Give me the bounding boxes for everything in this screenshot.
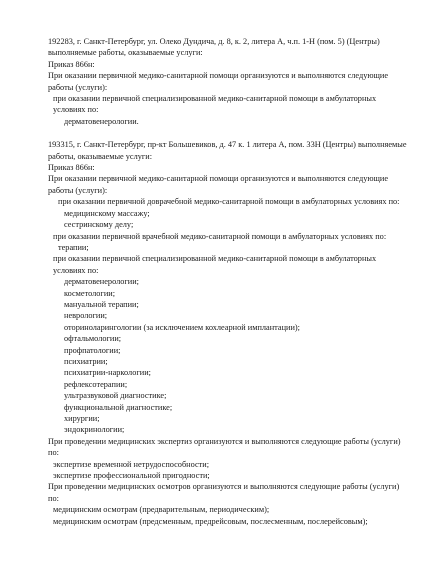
expertise-item: экспертизе временной нетрудоспособности;	[53, 459, 210, 469]
specialized-item: дерматовенерологии;	[64, 277, 139, 287]
specialized-item: неврологии;	[64, 311, 108, 321]
prehospital-item: медицинскому массажу;	[64, 208, 150, 218]
specialized-item: косметологии;	[64, 288, 116, 298]
prehospital-heading: при оказании первичной доврачебной медико-санитарной помощи в амбулаторных условиях по:	[58, 197, 400, 207]
section-1-address: 192283, г. Санкт-Петербург, ул. Олеко Дундича, д. 8, к. 2, литера А, ч.п. 1-Н (пом. 5) (Центры) выполняемые работы, оказываемые услуги:	[48, 37, 380, 58]
specialized-item: психиатрии;	[64, 356, 108, 366]
exams-item: медицинским осмотрам (предварительным, периодическим);	[53, 505, 270, 515]
section-1	[48, 36, 408, 127]
physician-item: терапии;	[58, 242, 89, 252]
specialized-item: рефлексотерапии;	[64, 379, 128, 389]
specialized-item: ультразвуковой диагностике;	[64, 391, 167, 401]
specialized-item: оториноларингологии (за исключением кохлеарной имплантации);	[64, 322, 300, 332]
exams-item: медицинским осмотрам (предсменным, предрейсовым, послесменным, послерейсовым);	[53, 516, 368, 526]
section-2-address: 193315, г. Санкт-Петербург, пр-кт Большевиков, д. 47 к. 1 литера А, пом. 33Н (Центры) выполняемые работы, оказываемые услуги:	[48, 140, 407, 161]
specialized-item: эндокринологии;	[64, 425, 125, 435]
section-2	[48, 139, 408, 527]
specialized-heading: при оказании первичной специализированной медико-санитарной помощи в амбулаторных условиях по:	[53, 254, 377, 275]
prehospital-item: сестринскому делу;	[64, 220, 134, 230]
specialized-item: офтальмологии;	[64, 334, 122, 344]
specialized-item: хирургии;	[64, 414, 100, 423]
section-1-sub-heading: при оказании первичной специализированной медико-санитарной помощи в амбулаторных условиях по:	[53, 94, 377, 115]
section-1-order: Приказ 866н:	[48, 59, 95, 69]
physician-heading: при оказании первичной врачебной медико-санитарной помощи в амбулаторных условиях по:	[53, 231, 387, 241]
document-body	[48, 36, 408, 527]
section-1-intro: При оказании первичной медико-санитарной помощи организуются и выполняются следующие работы (услуги):	[48, 71, 389, 92]
section-1-item: дерматовенерологии.	[64, 116, 139, 126]
section-2-intro: При оказании первичной медико-санитарной помощи организуются и выполняются следующие работы (услуги):	[48, 174, 389, 195]
exams-intro: При проведении медицинских осмотров организуются и выполняются следующие работы (услуги) по:	[48, 482, 400, 503]
expertise-item: экспертизе профессиональной пригодности;	[53, 471, 210, 481]
specialized-item: функциональной диагностике;	[64, 402, 173, 412]
specialized-item: мануальной терапии;	[64, 299, 139, 309]
specialized-item: профпатологии;	[64, 345, 121, 355]
section-2-order: Приказ 866н:	[48, 163, 95, 173]
specialized-item: психиатрии-наркологии;	[64, 368, 151, 378]
expertise-intro: При проведении медицинских экспертиз организуются и выполняются следующие работы (услуги) по:	[48, 436, 401, 458]
